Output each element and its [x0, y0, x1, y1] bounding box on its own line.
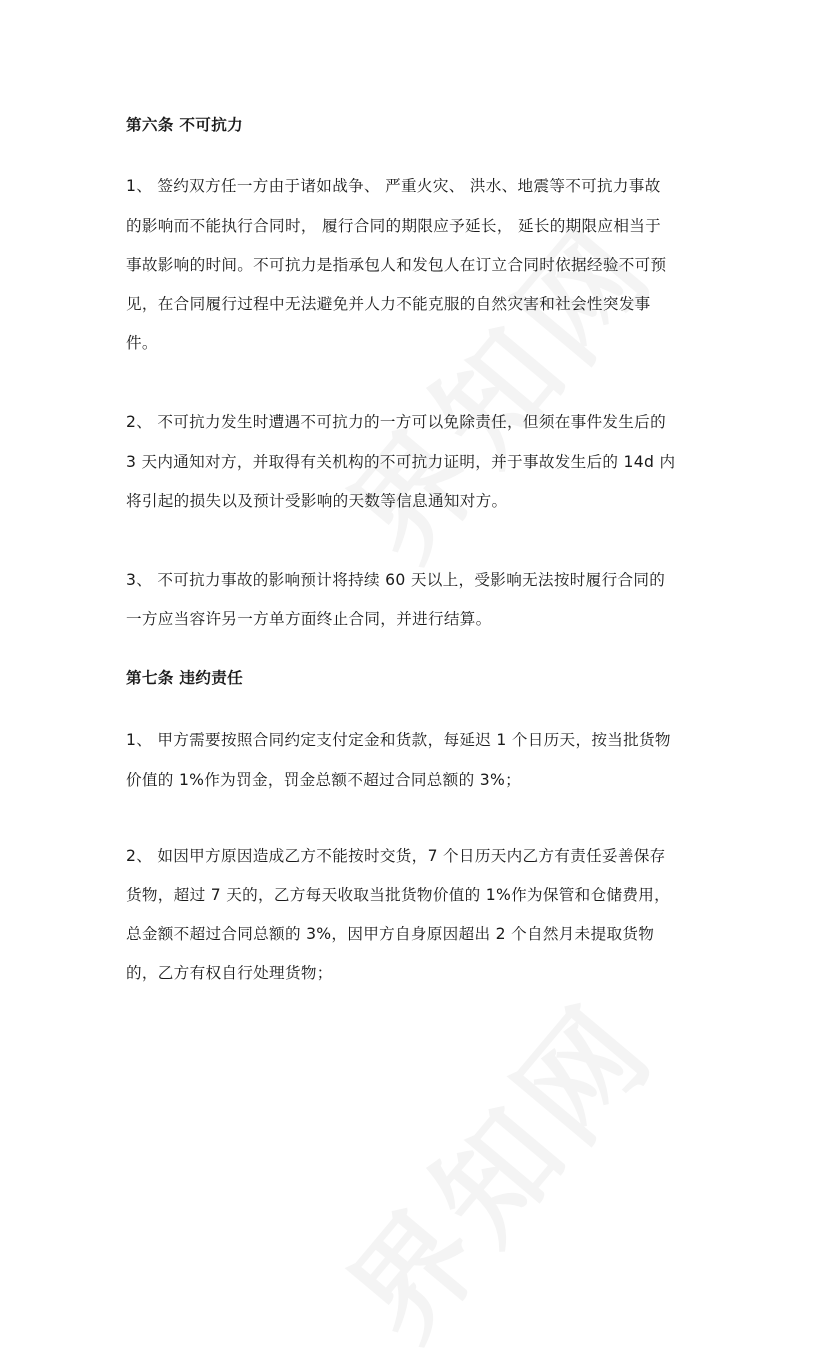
section-heading-force-majeure: 第六条 不可抗力 [126, 115, 243, 134]
paragraph-line: 事故影响的时间。不可抗力是指承包人和发包人在订立合同时依据经验不可预 [126, 256, 667, 274]
paragraph-line: 总金额不超过合同总额的 3%，因甲方自身原因超出 2 个自然月未提取货物 [126, 925, 655, 943]
watermark [304, 181, 686, 590]
paragraph-line: 1、 签约双方任一方由于诸如战争、 严重火灾、 洪水、地震等不可抗力事故 [126, 177, 661, 195]
paragraph-line: 1、 甲方需要按照合同约定支付定金和货款，每延迟 1 个日历天，按当批货物 [126, 731, 671, 749]
paragraph-line: 3、 不可抗力事故的影响预计将持续 60 天以上，受影响无法按时履行合同的 [126, 571, 666, 589]
paragraph-line: 3 天内通知对方，并取得有关机构的不可抗力证明，并于事故发生后的 14d 内 [126, 453, 676, 471]
paragraph-line: 一方应当容许另一方单方面终止合同，并进行结算。 [126, 610, 492, 628]
paragraph-line: 2、 如因甲方原因造成乙方不能按时交货，7 个日历天内乙方有责任妥善保存 [126, 847, 666, 865]
paragraph-line: 见，在合同履行过程中无法避免并人力不能克服的自然灾害和社会性突发事 [126, 295, 651, 313]
paragraph-line: 件。 [126, 334, 158, 352]
paragraph-line: 的，乙方有权自行处理货物； [126, 964, 333, 982]
paragraph-line: 2、 不可抗力发生时遭遇不可抗力的一方可以免除责任，但须在事件发生后的 [126, 413, 666, 431]
watermark [304, 961, 686, 1370]
section-heading-breach-liability: 第七条 违约责任 [126, 668, 243, 687]
paragraph-line: 将引起的损失以及预计受影响的天数等信息通知对方。 [126, 492, 508, 510]
paragraph-line: 的影响而不能执行合同时， 履行合同的期限应予延长， 延长的期限应相当于 [126, 217, 662, 235]
paragraph-line: 价值的 1%作为罚金，罚金总额不超过合同总额的 3%； [126, 771, 521, 789]
paragraph-line: 货物，超过 7 天的，乙方每天收取当批货物价值的 1%作为保管和仓储费用， [126, 886, 671, 904]
